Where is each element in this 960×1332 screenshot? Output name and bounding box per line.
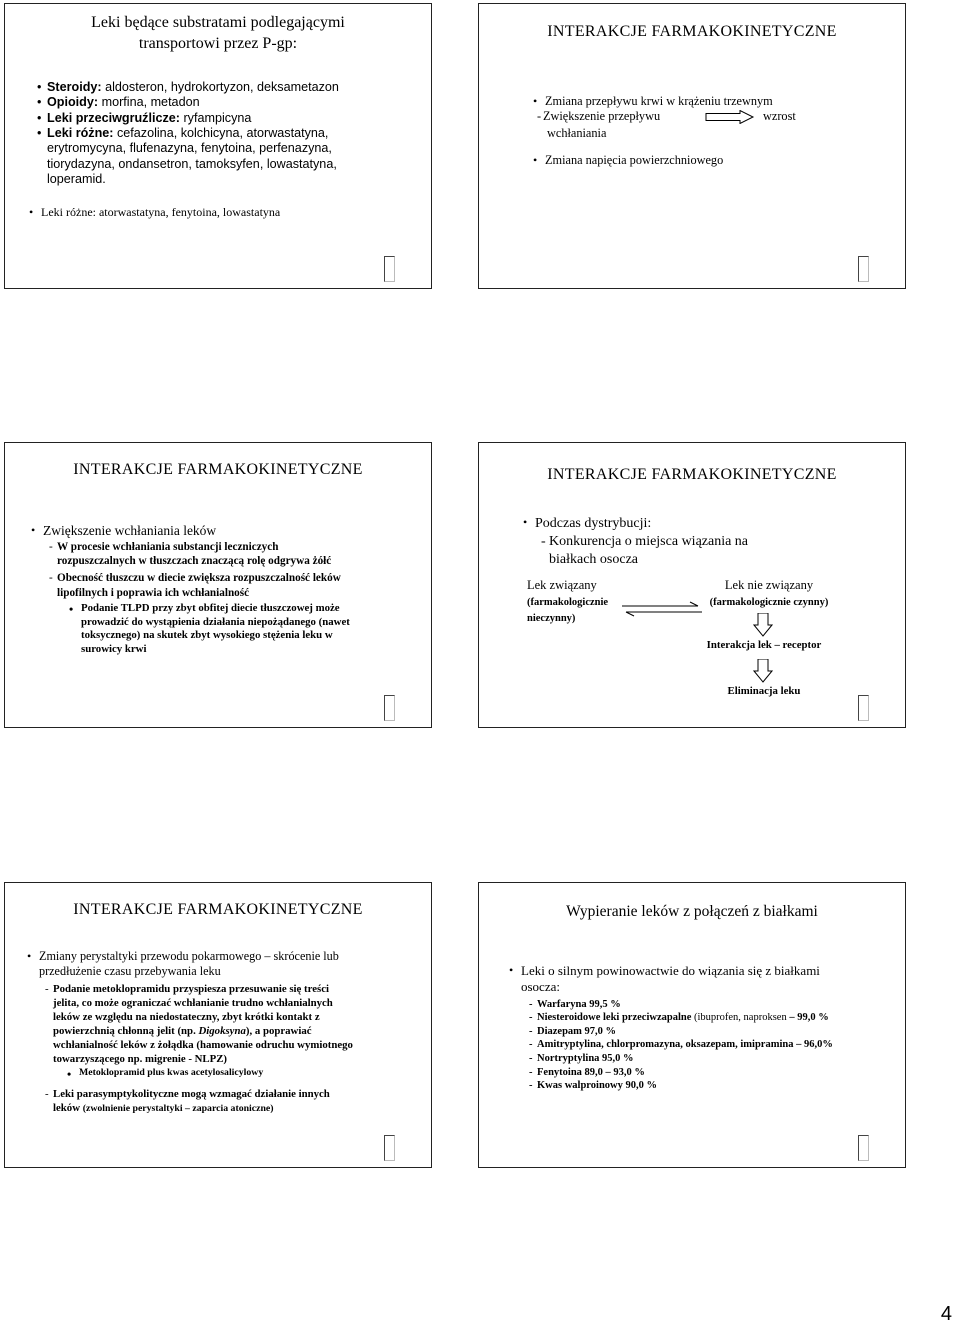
slide-6 bbox=[478, 882, 906, 1168]
arrow-down-icon bbox=[753, 659, 773, 683]
slide-3-list bbox=[29, 523, 431, 656]
list-item: • Zmiany perystaltyki przewodu pokarmowego – skrócenie lub przedłużenie czasu przebywania leku bbox=[25, 949, 431, 980]
slide-2-title: INTERAKCJE FARMAKOKINETYCZNE bbox=[547, 23, 837, 40]
list-item: - Kwas walproinowy 90,0 % bbox=[529, 1080, 657, 1092]
slide-4-title: INTERAKCJE FARMAKOKINETYCZNE bbox=[547, 466, 837, 483]
page-corner-icon bbox=[384, 1135, 395, 1161]
list-item: • Leki o silnym powinowactwie do wiązania się z białkami osocza: bbox=[507, 963, 905, 996]
page-corner-icon bbox=[858, 1135, 869, 1161]
list-item: • Zmiana napięcia powierzchniowego bbox=[531, 153, 905, 168]
list-item: • Zwiększenie wchłaniania leków bbox=[29, 523, 431, 540]
list-item: • Podanie TLPD przy zbyt obfitej diecie tłuszczowej może prowadzić do wystąpienia działania niepożądanego (nawet toksycznego) na skutek zbyt wysokiego stężenia leku w surowicy krwi bbox=[67, 602, 431, 656]
list-item: - Niesteroidowe leki przeciwzapalne (ibuprofen, naproksen – 99,0 % bbox=[529, 1012, 829, 1024]
slide-1-list bbox=[33, 80, 431, 188]
list-item: - W procesie wchłaniania substancji leczniczych rozpuszczalnych w tłuszczach znaczącą rolę odgrywa żółć bbox=[49, 540, 332, 568]
list-item: - Podanie metoklopramidu przyspiesza przesuwanie się treści jelita, co może ograniczać wchłanianie trudno wchłanialnych leków ze względu na niedostateczny, zbyt krótki kontakt z powierzchnią chłonną jelit (np. Digoksyna), a poprawiać wchłanialność leków z żołądka (hamowanie odruchu wymiotnego towarzyszącego np. migrenie - NLPZ) bbox=[45, 982, 353, 1065]
slide-3 bbox=[4, 442, 432, 728]
list-item: • Metoklopramid plus kwas acetylosalicylowy bbox=[65, 1067, 431, 1079]
page-corner-icon bbox=[384, 695, 395, 721]
list-item: - Diazepam 97,0 % bbox=[529, 1025, 617, 1037]
list-item: • Podczas dystrybucji: bbox=[521, 515, 905, 533]
page-number: 4 bbox=[940, 1303, 952, 1325]
list-item: - Amitryptylina, chlorpromazyna, oksazepam, imipramina – 96,0% bbox=[529, 1039, 833, 1051]
reversible-arrow-icon bbox=[622, 601, 702, 617]
slide-5 bbox=[4, 882, 432, 1168]
unbound-drug-label: Lek nie związany (farmakologicznie czynny) bbox=[709, 578, 829, 608]
list-item: • Opioidy: morfina, metadon bbox=[33, 95, 431, 110]
list-item: • Zmiana przepływu krwi w krążeniu trzewnym bbox=[531, 94, 905, 109]
page-corner-icon bbox=[858, 256, 869, 282]
slide-2-list bbox=[531, 94, 905, 169]
list-item: • Leki przeciwgruźlicze: ryfampicyna bbox=[33, 111, 431, 126]
page-corner-icon bbox=[858, 695, 869, 721]
list-item: - Zwiększenie przepływu wzrost wchłaniania bbox=[537, 109, 796, 141]
protein-binding-list bbox=[529, 998, 905, 1093]
list-item: - Fenytoina 89,0 – 93,0 % bbox=[529, 1066, 645, 1078]
slide-3-title: INTERAKCJE FARMAKOKINETYCZNE bbox=[73, 461, 363, 478]
slide-1 bbox=[4, 3, 432, 289]
bound-drug-label: Lek związany (farmakologicznie nieczynny) bbox=[527, 578, 609, 624]
page-corner-icon bbox=[384, 256, 395, 282]
arrow-right-icon bbox=[705, 110, 755, 124]
slide-6-list bbox=[507, 963, 905, 1093]
list-item: - Warfaryna 99,5 % bbox=[529, 998, 621, 1010]
list-item: • Steroidy: aldosteron, hydrokortyzon, deksametazon bbox=[33, 80, 431, 95]
slide-4 bbox=[478, 442, 906, 728]
list-item: - Leki parasymptykolityczne mogą wzmagać działanie innych leków (zwolnienie perystaltyki – zaparcia atoniczne) bbox=[45, 1087, 330, 1114]
list-item: • Leki różne: atorwastatyna, fenytoina, lowastatyna bbox=[27, 205, 431, 220]
arrow-down-icon bbox=[753, 613, 773, 637]
drug-elimination-text: Eliminacja leku bbox=[727, 685, 801, 697]
slide-5-title: INTERAKCJE FARMAKOKINETYCZNE bbox=[73, 901, 363, 918]
slide-1-list-2 bbox=[27, 205, 431, 220]
slide-1-title: Leki będące substratami podlegającymi transportowi przez P-gp: bbox=[91, 14, 345, 52]
list-item: • Leki różne: cefazolina, kolchicyna, atorwastatyna, erytromycyna, flufenazyna, fenytoina, perfenazyna, tiorydazyna, ondansetron, tamoksyfen, lowastatyna, loperamid. bbox=[33, 126, 431, 187]
slide-6-title: Wypieranie leków z połączeń z białkami bbox=[566, 903, 818, 920]
slide-2 bbox=[478, 3, 906, 289]
list-item: - Konkurencja o miejsca wiązania na białkach osocza bbox=[541, 533, 749, 567]
slide-5-list bbox=[25, 949, 431, 1116]
list-item: - Nortryptylina 95,0 % bbox=[529, 1053, 634, 1065]
list-item: - Obecność tłuszczu w diecie zwiększa rozpuszczalność leków lipofilnych i poprawia ich wchłanialność bbox=[49, 572, 341, 599]
drug-receptor-interaction-text: Interakcja lek – receptor bbox=[706, 639, 822, 651]
slide-4-list bbox=[521, 515, 905, 569]
